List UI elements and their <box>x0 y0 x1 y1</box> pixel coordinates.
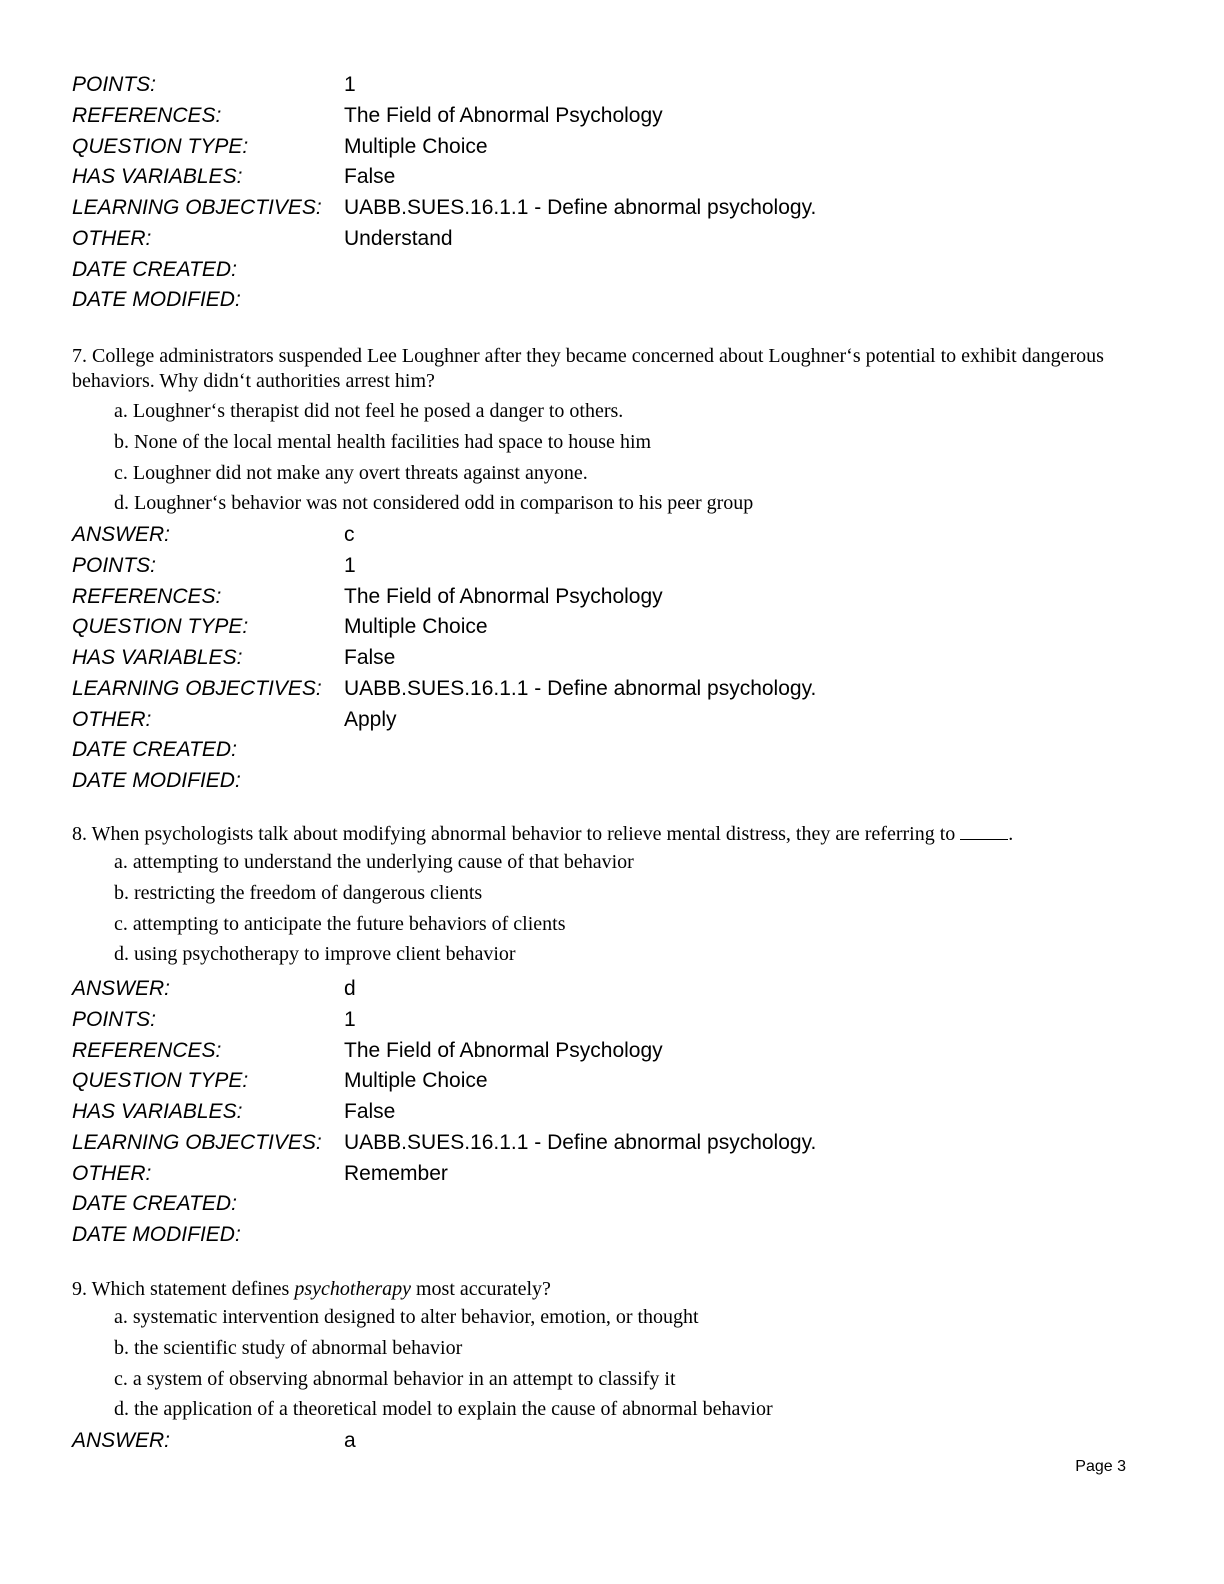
date-created-row <box>72 735 1152 766</box>
learning-objectives-row <box>72 1128 1152 1159</box>
learning-objectives-value: UABB.SUES.16.1.1 - Define abnormal psychology. <box>344 196 817 219</box>
question-stem <box>72 1277 1132 1302</box>
other-value: Apply <box>344 707 397 731</box>
other-label: OTHER: <box>72 1161 152 1185</box>
references-value: The Field of Abnormal Psychology <box>344 1038 663 1062</box>
q8-metadata <box>72 974 1152 1251</box>
option-b: b. None of the local mental health facilities had space to house him <box>114 430 652 453</box>
option-d: d. the application of a theoretical model to explain the cause of abnormal behavior <box>114 1398 773 1421</box>
references-value: The Field of Abnormal Psychology <box>344 103 663 127</box>
question-type-label: QUESTION TYPE: <box>72 134 249 158</box>
references-row <box>72 582 1152 613</box>
other-row <box>72 224 1152 255</box>
answer-blank <box>960 823 1008 840</box>
references-value: The Field of Abnormal Psychology <box>344 584 663 608</box>
date-modified-row <box>72 1220 1152 1251</box>
answer-row <box>72 520 1152 551</box>
q7-metadata <box>72 520 1152 797</box>
option-b: b. the scientific study of abnormal behavior <box>114 1336 463 1359</box>
references-label: REFERENCES: <box>72 1038 222 1062</box>
has-variables-row <box>72 643 1152 674</box>
answer-label: ANSWER: <box>72 977 171 1000</box>
answer-value: d <box>344 977 356 1000</box>
option-c: c. a system of observing abnormal behavior in an attempt to classify it <box>114 1367 676 1390</box>
question-7 <box>72 344 1132 519</box>
learning-objectives-label: LEARNING OBJECTIVES: <box>72 676 322 700</box>
option-c: c. attempting to anticipate the future behaviors of clients <box>114 912 566 935</box>
question-stem-pre: 9. Which statement defines <box>72 1278 295 1300</box>
has-variables-value: False <box>344 646 396 669</box>
points-label: POINTS: <box>72 1007 157 1031</box>
option-a: a. Loughner‘s therapist did not feel he posed a danger to others. <box>114 400 624 422</box>
has-variables-row <box>72 1097 1152 1128</box>
date-modified-label: DATE MODIFIED: <box>72 769 241 792</box>
answer-label: ANSWER: <box>72 523 171 546</box>
question-type-row <box>72 132 1152 163</box>
other-value: Remember <box>344 1161 448 1185</box>
other-row <box>72 705 1152 736</box>
question-type-value: Multiple Choice <box>344 134 488 158</box>
date-modified-row <box>72 766 1152 797</box>
answer-value: a <box>344 1429 356 1452</box>
has-variables-value: False <box>344 165 396 189</box>
option-a: a. systematic intervention designed to alter behavior, emotion, or thought <box>114 1306 699 1328</box>
learning-objectives-value: UABB.SUES.16.1.1 - Define abnormal psychology. <box>344 1130 817 1154</box>
other-row <box>72 1159 1152 1190</box>
points-label: POINTS: <box>72 553 157 577</box>
option-b: b. restricting the freedom of dangerous clients <box>114 881 483 904</box>
points-value: 1 <box>344 553 356 577</box>
q6-metadata <box>72 70 1152 316</box>
question-8 <box>72 822 1132 970</box>
points-row <box>72 70 1152 101</box>
date-modified-label: DATE MODIFIED: <box>72 288 241 312</box>
has-variables-value: False <box>344 1100 396 1123</box>
has-variables-row <box>72 162 1152 193</box>
answer-row <box>72 1426 1152 1457</box>
date-created-label: DATE CREATED: <box>72 257 237 281</box>
question-type-row <box>72 612 1152 643</box>
learning-objectives-value: UABB.SUES.16.1.1 - Define abnormal psychology. <box>344 676 817 700</box>
question-type-label: QUESTION TYPE: <box>72 615 249 639</box>
q9-metadata <box>72 1426 1152 1457</box>
points-label: POINTS: <box>72 73 157 96</box>
question-type-value: Multiple Choice <box>344 615 488 639</box>
question-stem-term: psychotherapy <box>294 1278 411 1300</box>
date-modified-label: DATE MODIFIED: <box>72 1223 241 1246</box>
option-d: d. using psychotherapy to improve client behavior <box>114 943 516 966</box>
question-9 <box>72 1277 1132 1425</box>
date-created-row <box>72 1189 1152 1220</box>
other-label: OTHER: <box>72 226 152 250</box>
learning-objectives-row <box>72 674 1152 705</box>
has-variables-label: HAS VARIABLES: <box>72 165 243 189</box>
question-type-row <box>72 1066 1152 1097</box>
learning-objectives-label: LEARNING OBJECTIVES: <box>72 196 322 219</box>
has-variables-label: HAS VARIABLES: <box>72 646 243 669</box>
question-type-value: Multiple Choice <box>344 1069 488 1093</box>
question-stem <box>72 822 1132 847</box>
answer-row <box>72 974 1152 1005</box>
question-type-label: QUESTION TYPE: <box>72 1069 249 1093</box>
option-a: a. attempting to understand the underlying cause of that behavior <box>114 851 634 873</box>
option-c: c. Loughner did not make any overt threats against anyone. <box>114 461 588 484</box>
answer-value: c <box>344 523 355 546</box>
points-value: 1 <box>344 1007 356 1031</box>
question-stem-post: most accurately? <box>410 1278 551 1300</box>
other-label: OTHER: <box>72 707 152 731</box>
points-value: 1 <box>344 73 356 96</box>
answer-label: ANSWER: <box>72 1429 171 1452</box>
learning-objectives-label: LEARNING OBJECTIVES: <box>72 1130 322 1154</box>
points-row <box>72 551 1152 582</box>
references-label: REFERENCES: <box>72 584 222 608</box>
learning-objectives-row <box>72 193 1152 224</box>
date-created-label: DATE CREATED: <box>72 1192 237 1216</box>
question-stem: 7. College administrators suspended Lee Loughner after they became concerned about Loughner‘s potential to exhibit dangerous behaviors. Why didn‘t authorities arrest him? <box>72 345 1104 392</box>
references-row <box>72 101 1152 132</box>
points-row <box>72 1005 1152 1036</box>
references-row <box>72 1036 1152 1067</box>
date-created-label: DATE CREATED: <box>72 738 237 762</box>
date-created-row <box>72 255 1152 286</box>
other-value: Understand <box>344 226 453 250</box>
question-stem-end: . <box>1008 823 1014 845</box>
option-d: d. Loughner‘s behavior was not considered odd in comparison to his peer group <box>114 492 754 515</box>
date-modified-row <box>72 285 1152 316</box>
references-label: REFERENCES: <box>72 103 222 127</box>
page-number: Page 3 <box>1075 1458 1126 1475</box>
question-stem-text: 8. When psychologists talk about modifying abnormal behavior to relieve mental distress, they are referring to <box>72 823 956 845</box>
has-variables-label: HAS VARIABLES: <box>72 1100 243 1123</box>
